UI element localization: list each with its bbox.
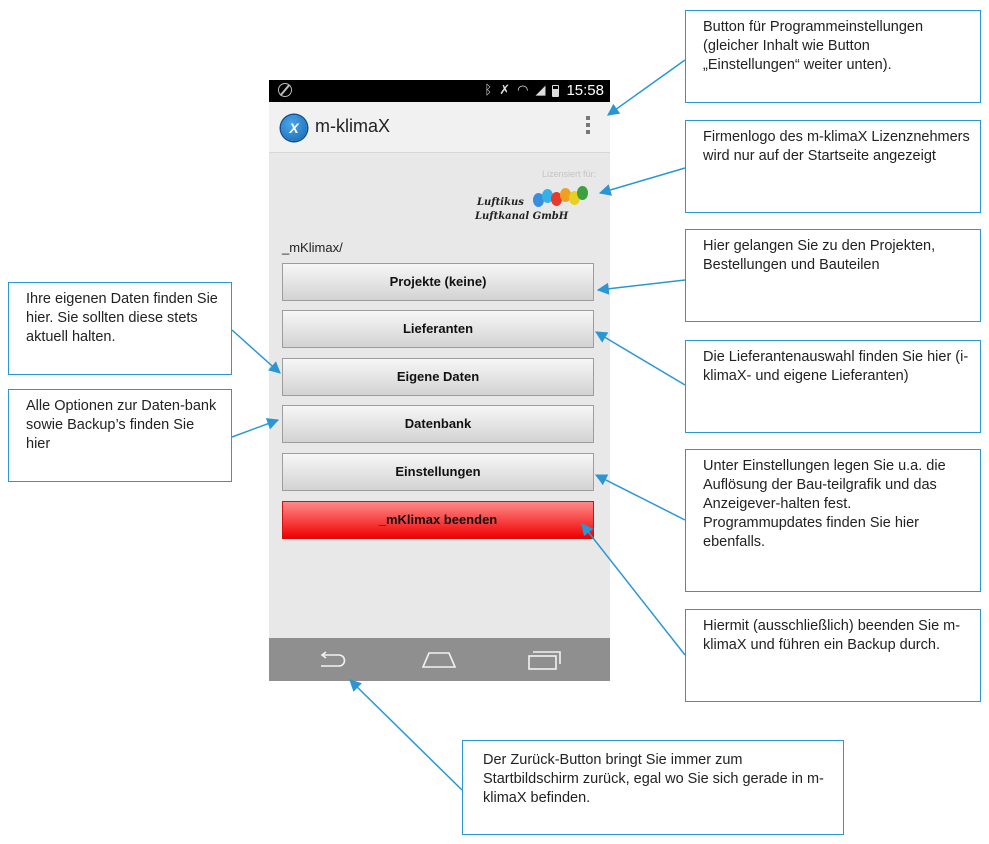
callout-quit: Hiermit (ausschließlich) beenden Sie m-klimaX und führen ein Backup durch. — [685, 609, 981, 702]
app-logo-icon[interactable]: X — [281, 115, 307, 141]
own-data-button[interactable]: Eigene Daten — [282, 358, 594, 396]
callout-database: Alle Optionen zur Daten-bank sowie Backup’s finden Sie hier — [8, 389, 232, 482]
callout-menu: Button für Programmeinstellungen (gleicher Inhalt wie Button „Einstellungen“ weiter unten). — [685, 10, 981, 103]
bluetooth-icon: ᛒ — [484, 83, 493, 98]
callout-logo: Firmenlogo des m-klimaX Lizenznehmers wird nur auf der Startseite angezeigt — [685, 120, 981, 213]
quit-button[interactable]: _mKlimax beenden — [282, 501, 594, 539]
signal-icon: ◢ — [535, 83, 546, 98]
database-button[interactable]: Datenbank — [282, 405, 594, 443]
callout-suppliers: Die Lieferantenauswahl finden Sie hier (i-klimaX- und eigene Lieferanten) — [685, 340, 981, 433]
licensed-label: Lizensiert für: — [541, 169, 596, 179]
callout-own-data: Ihre eigenen Daten finden Sie hier. Sie sollten diese stets aktuell halten. — [8, 282, 232, 375]
projects-button[interactable]: Projekte (keine) — [282, 263, 594, 301]
company-logo-line2: Luftkanal GmbH — [475, 211, 569, 222]
suppliers-button[interactable]: Lieferanten — [282, 310, 594, 348]
path-label: _mKlimax/ — [282, 240, 343, 255]
wifi-icon: ◠ — [517, 83, 529, 98]
settings-button[interactable]: Einstellungen — [282, 453, 594, 491]
callout-back: Der Zurück-Button bringt Sie immer zum Startbildschirm zurück, egal wo Sie sich gerade in m-klimaX befinden. — [462, 740, 844, 835]
status-time: 15:58 — [566, 82, 604, 99]
mute-icon: ✗ — [499, 83, 511, 98]
callout-projects: Hier gelangen Sie zu den Projekten, Bestellungen und Bauteilen — [685, 229, 981, 322]
app-title: m-klimaX — [315, 116, 390, 136]
callout-settings: Unter Einstellungen legen Sie u.a. die Auflösung der Bau-teilgrafik und das Anzeigever-halten fest. Programmupdates finden Sie hier ebenfalls. — [685, 449, 981, 592]
company-logo-line1: Luftikus — [477, 197, 524, 208]
